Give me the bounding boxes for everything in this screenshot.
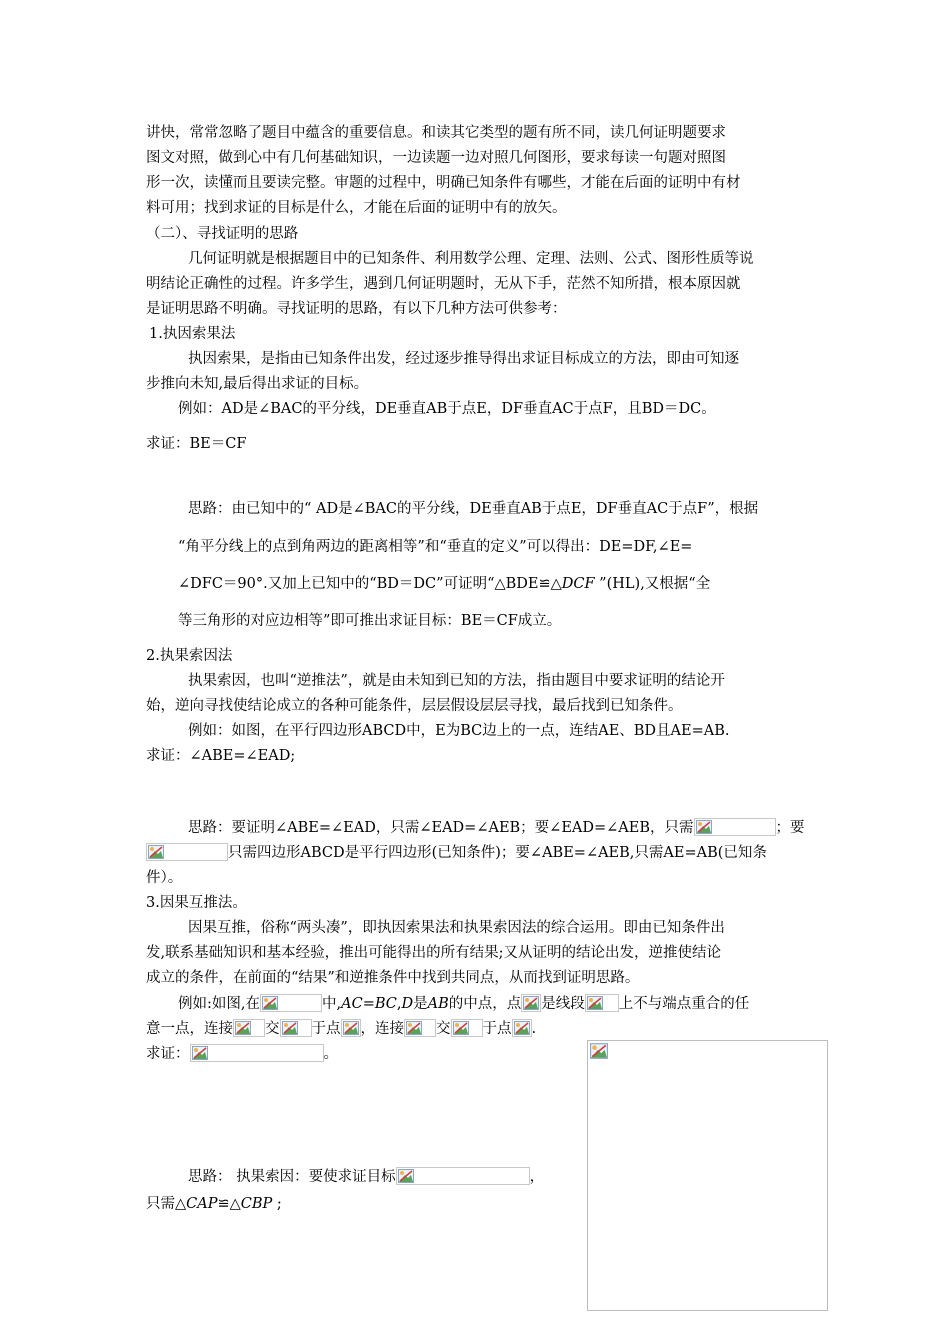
missing-figure-frame <box>587 1040 828 1311</box>
broken-image-icon <box>282 1021 298 1035</box>
method-heading: 1.执因索果法 <box>149 326 236 342</box>
text-line: 发,联系基础知识和基本经验，推出可能得出的所有结果;又从证明的结论出发，逆推使结论 <box>146 945 721 961</box>
missing-image-placeholder <box>521 994 541 1012</box>
broken-image-icon <box>398 1169 414 1183</box>
text-run: 例如:如图,在 <box>178 996 260 1012</box>
text-line: 思路：由已知中的“ AD是∠BAC的平分线，DE垂直AB于点E，DF垂直AC于点F”，根据 <box>188 501 759 517</box>
broken-image-icon <box>523 996 539 1010</box>
missing-image-placeholder <box>190 1044 324 1062</box>
missing-image-placeholder <box>694 818 776 836</box>
text-line: “角平分线上的点到角两边的距离相等”和“垂直的定义”可以得出：DE=DF,∠E= <box>178 539 693 555</box>
prove-line <box>146 1043 338 1065</box>
text-line: 几何证明就是根据题目中的已知条件、利用数学公理、定理、法则、公式、图形性质等说 <box>188 251 754 267</box>
missing-image-placeholder <box>146 843 228 861</box>
broken-image-icon <box>235 1021 251 1035</box>
math-run: D <box>401 996 414 1012</box>
broken-image-icon <box>590 1043 608 1059</box>
text-run: 思路： 执果索因：要使求证目标 <box>188 1169 396 1185</box>
text-line: 明结论正确性的过程。许多学生，遇到几何证明题时，无从下手，茫然不知所措，根本原因就 <box>146 276 741 292</box>
prove-line: 求证：∠ABE=∠EAD; <box>146 748 296 764</box>
text-line: 始，逆向寻找使结论成立的各种可能条件，层层假设层层寻找，最后找到已知条件。 <box>146 698 683 714</box>
example-line: 例如：如图，在平行四边形ABCD中，E为BC边上的一点，连结AE、BD且AE=AB. <box>188 723 730 739</box>
math-run: DCF <box>561 576 595 592</box>
math-run: AC <box>341 996 363 1012</box>
text-run: 的中点，点 <box>448 996 522 1012</box>
broken-image-icon <box>453 1021 469 1035</box>
broken-image-icon <box>192 1046 208 1060</box>
math-run: BC <box>374 996 397 1012</box>
method-heading: 2.执果索因法 <box>146 648 233 664</box>
text-run: 于点 <box>482 1021 512 1037</box>
missing-image-placeholder <box>396 1167 530 1185</box>
math-run: = <box>362 996 375 1012</box>
text-run: 是 <box>413 996 428 1012</box>
text-run: ；要 <box>775 820 805 836</box>
broken-image-icon <box>148 845 164 859</box>
text-run: 交 <box>436 1021 451 1037</box>
text-run: ∠DFC＝90°.又加上已知中的“BD＝DC”可证明“△BDE≌△ <box>178 576 562 592</box>
text-run: 只需四边形ABCD是平行四边形(已知条件)；要∠ABE=∠AEB,只需AE=AB(已知条 <box>228 845 767 861</box>
section-heading: （二）、寻找证明的思路 <box>146 226 299 242</box>
missing-image-placeholder <box>260 994 322 1012</box>
text-run: ”(HL),又根据“全 <box>594 576 711 592</box>
text-line <box>178 573 710 595</box>
text-run: ≌△ <box>217 1196 241 1212</box>
missing-image-placeholder <box>341 1019 361 1037</box>
math-run: CBP <box>240 1196 273 1212</box>
method-heading: 3.因果互推法。 <box>146 895 247 911</box>
example-line: 例如：AD是∠BAC的平分线，DE垂直AB于点E，DF垂直AC于点F，且BD＝DC。 <box>178 401 716 417</box>
text-line <box>146 842 767 864</box>
text-run: 上不与端点重合的任 <box>618 996 750 1012</box>
prove-line: 求证：BE＝CF <box>146 436 247 452</box>
text-run: ， <box>529 1169 545 1185</box>
missing-image-placeholder <box>233 1019 265 1037</box>
math-run: AB <box>427 996 449 1012</box>
broken-image-icon <box>262 996 278 1010</box>
example-line <box>178 993 749 1015</box>
text-line: 是证明思路不明确。寻找证明的思路，有以下几种方法可供参考： <box>146 301 567 317</box>
text-run: 中, <box>322 996 342 1012</box>
text-run: 思路：要证明∠ABE=∠EAD，只需∠EAD=∠AEB；要∠EAD=∠AEB，只需 <box>188 820 694 836</box>
text-line: 执果索因，也叫“逆推法”，就是由未知到已知的方法，指由题目中要求证明的结论开 <box>188 673 725 689</box>
broken-image-icon <box>406 1021 422 1035</box>
broken-image-icon <box>514 1021 530 1035</box>
broken-image-icon <box>696 820 712 834</box>
missing-image-placeholder <box>451 1019 483 1037</box>
text-line: 形一次，读懂而且要读完整。审题的过程中，明确已知条件有哪些，才能在后面的证明中有材 <box>146 175 741 191</box>
text-run: 于点 <box>311 1021 341 1037</box>
math-run: CAP <box>186 1196 218 1212</box>
broken-image-icon <box>343 1021 359 1035</box>
text-run: . <box>531 1021 537 1037</box>
missing-image-placeholder <box>280 1019 312 1037</box>
text-run: 求证： <box>146 1046 190 1062</box>
missing-image-placeholder <box>404 1019 436 1037</box>
broken-image-icon <box>587 996 603 1010</box>
text-line: 讲快，常常忽略了题目中蕴含的重要信息。和读其它类型的题有所不同，读几何证明题要求 <box>146 125 726 141</box>
text-line <box>188 1166 544 1188</box>
text-run: 只需△ <box>146 1196 187 1212</box>
text-run: 是线段 <box>541 996 585 1012</box>
text-line: 等三角形的对应边相等”即可推出求证目标：BE＝CF成立。 <box>178 613 562 629</box>
text-run: 。 <box>323 1046 338 1062</box>
text-line <box>146 1193 282 1215</box>
text-line: 件）。 <box>146 870 183 886</box>
example-line <box>146 1018 536 1040</box>
text-run: ; <box>272 1196 282 1212</box>
text-line: 成立的条件，在前面的“结果”和逆推条件中找到共同点，从而找到证明思路。 <box>146 970 640 986</box>
text-line <box>188 817 805 839</box>
missing-image-placeholder <box>512 1019 532 1037</box>
text-line: 料可用；找到求证的目标是什么，才能在后面的证明中有的放矢。 <box>146 200 567 216</box>
text-run: 交 <box>265 1021 280 1037</box>
text-run: , <box>396 996 402 1012</box>
text-run: ，连接 <box>360 1021 404 1037</box>
text-line: 步推向未知,最后得出求证的目标。 <box>146 376 369 392</box>
text-line: 执因索果，是指由已知条件出发，经过逐步推导得出求证目标成立的方法，即由可知逐 <box>188 351 739 367</box>
text-line: 因果互推，俗称“两头凑”，即执因索果法和执果索因法的综合运用。即由已知条件出 <box>188 920 725 936</box>
text-run: 意一点，连接 <box>146 1021 233 1037</box>
missing-image-placeholder <box>585 994 619 1012</box>
text-line: 图文对照，做到心中有几何基础知识，一边读题一边对照几何图形，要求每读一句题对照图 <box>146 150 726 166</box>
